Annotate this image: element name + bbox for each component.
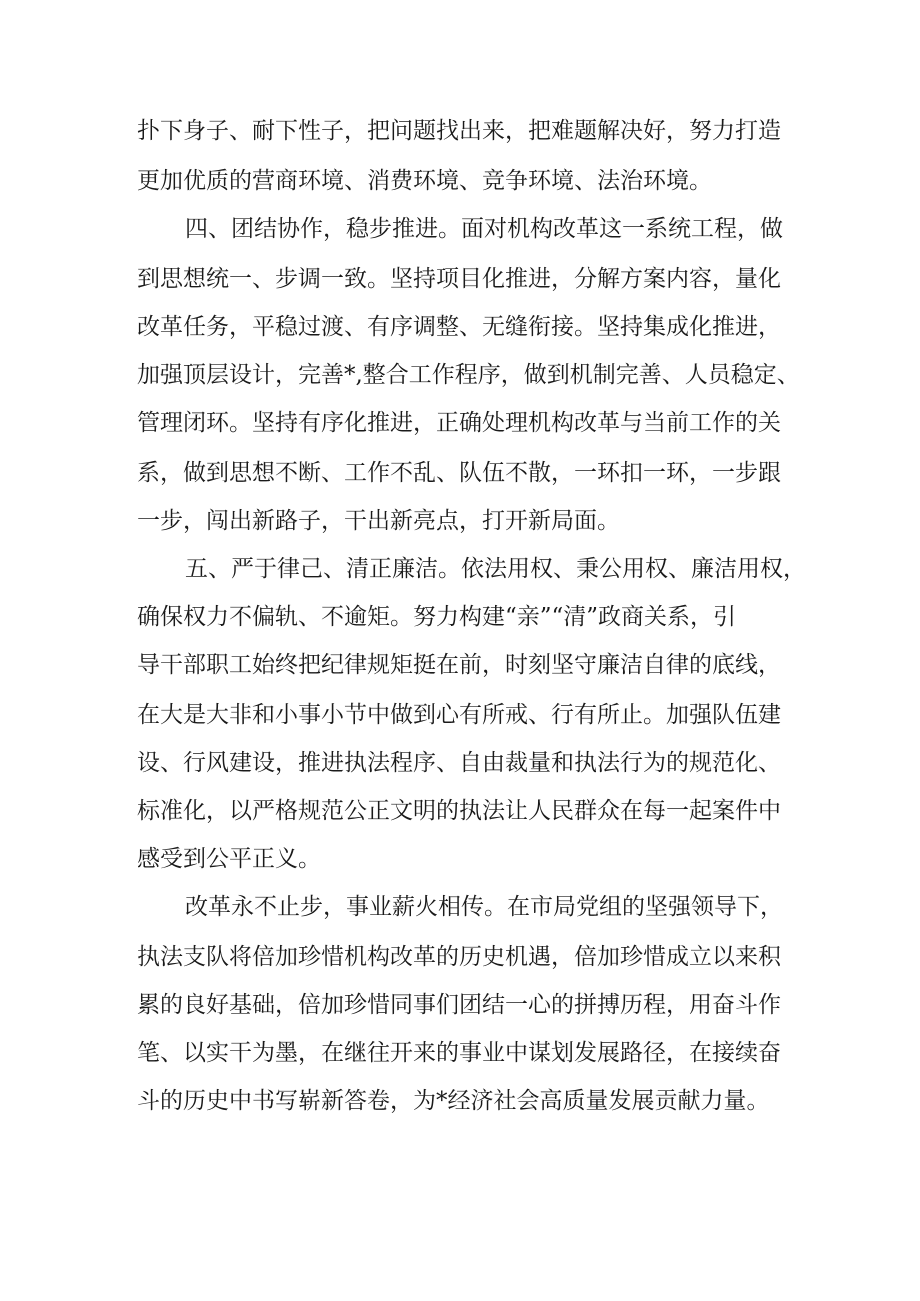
text-line: 扑下身子、耐下性子，把问题找出来，把难题解决好，努力打造 — [137, 118, 781, 144]
text-line: 斗的历史中书写崭新答卷，为*经济社会高质量发展贡献力量。 — [137, 1088, 770, 1114]
text-line: 导干部职工始终把纪律规矩挺在前，时刻坚守廉洁自律的底线， — [137, 652, 781, 678]
text-line: 四、团结协作，稳步推进。面对机构改革这一系统工程，做 — [185, 216, 783, 242]
text-line: 五、严于律己、清正廉洁。依法用权、秉公用权、廉洁用权， — [185, 556, 806, 582]
text-line: 加强顶层设计，完善*,整合工作程序，做到机制完善、人员稳定、 — [137, 362, 800, 388]
text-line: 执法支队将倍加珍惜机构改革的历史机遇，倍加珍惜成立以来积 — [137, 944, 781, 970]
text-line: 设、行风建设，推进执法程序、自由裁量和执法行为的规范化、 — [137, 750, 781, 776]
text-line: 标准化，以严格规范公正文明的执法让人民群众在每一起案件中 — [137, 798, 781, 824]
text-line: 笔、以实干为墨，在继往开来的事业中谋划发展路径，在接续奋 — [137, 1040, 781, 1066]
text-line: 管理闭环。坚持有序化推进，正确处理机构改革与当前工作的关 — [137, 410, 781, 436]
text-line: 感受到公平正义。 — [137, 846, 321, 872]
text-line: 累的良好基础，倍加珍惜同事们团结一心的拼搏历程，用奋斗作 — [137, 992, 781, 1018]
text-line: 改革任务，平稳过渡、有序调整、无缝衔接。坚持集成化推进， — [137, 314, 781, 340]
text-line: 一步，闯出新路子，干出新亮点，打开新局面。 — [137, 508, 620, 534]
text-line: 改革永不止步，事业薪火相传。在市局党组的坚强领导下， — [185, 894, 783, 920]
text-line: 系，做到思想不断、工作不乱、队伍不散，一环扣一环，一步跟 — [137, 460, 781, 486]
text-line: 确保权力不偏轨、不逾矩。努力构建“亲”“清”政商关系，引 — [137, 604, 737, 630]
text-line: 在大是大非和小事小节中做到心有所戒、行有所止。加强队伍建 — [137, 702, 781, 728]
text-line: 到思想统一、步调一致。坚持项目化推进，分解方案内容，量化 — [137, 266, 781, 292]
text-line: 更加优质的营商环境、消费环境、竞争环境、法治环境。 — [137, 168, 712, 194]
